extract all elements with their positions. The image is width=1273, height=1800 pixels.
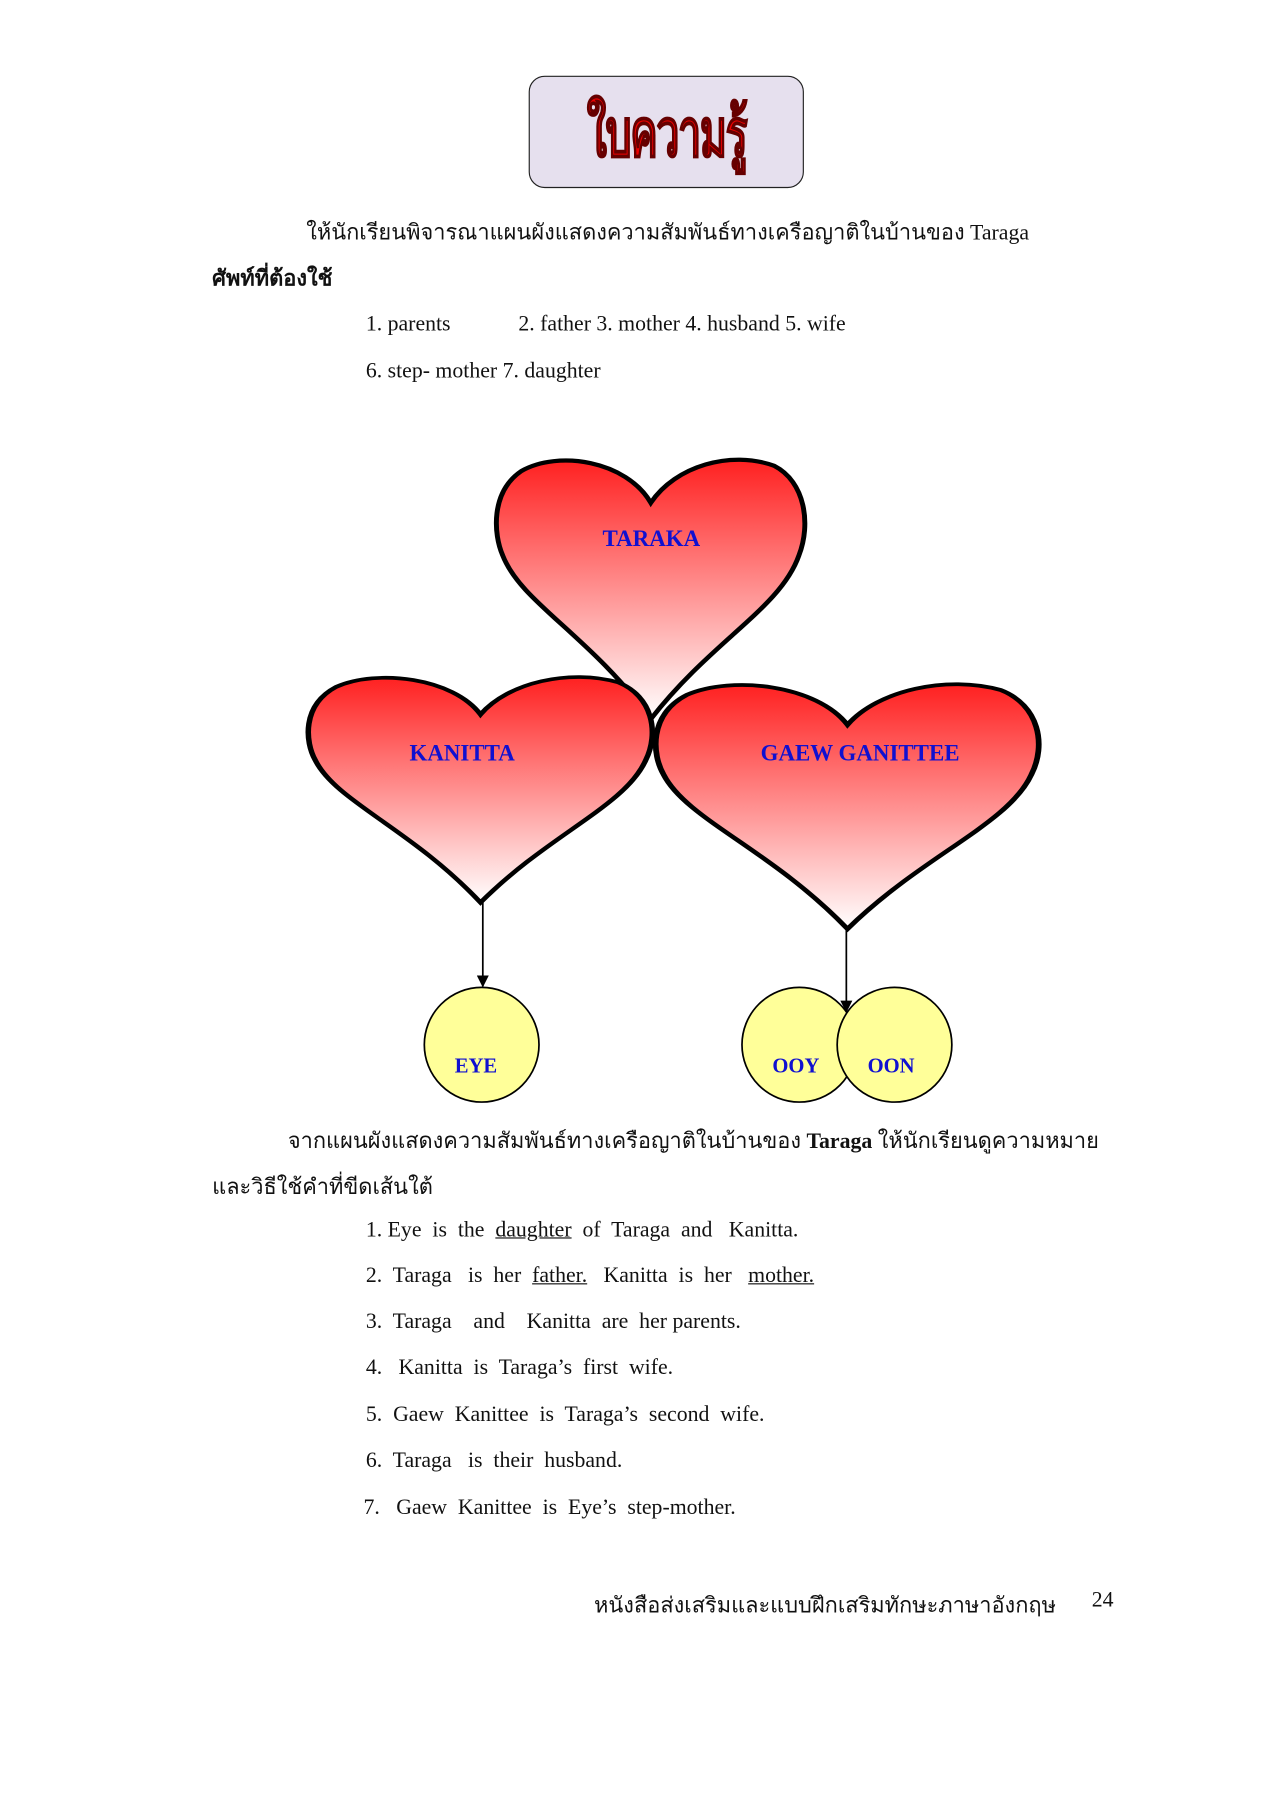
- text-bold: Taraga: [806, 1129, 873, 1154]
- heart-label: KANITTA: [409, 740, 515, 766]
- sentence-7: 7. Gaew Kanittee is Eye’s step-mother.: [363, 1495, 736, 1520]
- underlined-word: father.: [532, 1263, 588, 1288]
- text: 2. Taraga is her: [365, 1263, 533, 1288]
- vocab-item: 2. father 3. mother 4. husband 5. wife: [518, 311, 846, 337]
- sentence-3: 3. Taraga and Kanitta are her parents.: [365, 1309, 741, 1334]
- child-oon: [837, 987, 952, 1102]
- title: ใบความรู้: [586, 93, 747, 172]
- heart-kanitta: [308, 677, 652, 902]
- sentence-4: 4. Kanitta is Taraga’s first wife.: [365, 1355, 674, 1380]
- heart-label: TARAKA: [602, 525, 701, 551]
- heart-gaew-ganittee: [656, 684, 1039, 929]
- intro-text: ให้นักเรียนพิจารณาแผนผังแสดงความสัมพันธ์ทางเครือญาติในบ้านของ Taraga: [306, 221, 1030, 246]
- underlined-word: mother.: [748, 1263, 815, 1288]
- underlined-word: daughter: [495, 1217, 572, 1242]
- text: ให้นักเรียนดูความหมาย: [872, 1129, 1099, 1154]
- sentence-1: [366, 1218, 799, 1243]
- paragraph-2-line2: และวิธีใช้คำที่ขีดเส้นใต้: [212, 1175, 433, 1200]
- text: Kanitta is her: [587, 1263, 749, 1288]
- vocab-item: 1. parents: [365, 311, 451, 337]
- child-eye: [424, 987, 539, 1102]
- child-label: OON: [867, 1055, 915, 1078]
- paragraph-2: [288, 1124, 1099, 1158]
- child-label: OOY: [772, 1055, 820, 1078]
- vocab-heading: ศัพท์ที่ต้องใช้: [212, 267, 333, 292]
- sentence-2: [366, 1264, 814, 1289]
- text: of Taraga and Kanitta.: [571, 1217, 799, 1242]
- sentence-5: 5. Gaew Kanittee is Taraga’s second wife.: [365, 1402, 765, 1427]
- page-number: 24: [1091, 1588, 1114, 1613]
- sentence-6: 6. Taraga is their husband.: [365, 1448, 623, 1473]
- vocab-item: 6. step- mother 7. daughter: [365, 358, 601, 384]
- child-label: EYE: [454, 1055, 498, 1078]
- text: 1. Eye is the: [365, 1217, 496, 1242]
- family-diagram: [0, 436, 1273, 1124]
- footer-text: หนังสือส่งเสริมและแบบฝึกเสริมทักษะภาษาอังกฤษ: [594, 1594, 1056, 1619]
- heart-label: GAEW GANITTEE: [760, 740, 960, 766]
- title-box: [529, 76, 804, 188]
- text: จากแผนผังแสดงความสัมพันธ์ทางเครือญาติในบ้านของ: [287, 1129, 807, 1154]
